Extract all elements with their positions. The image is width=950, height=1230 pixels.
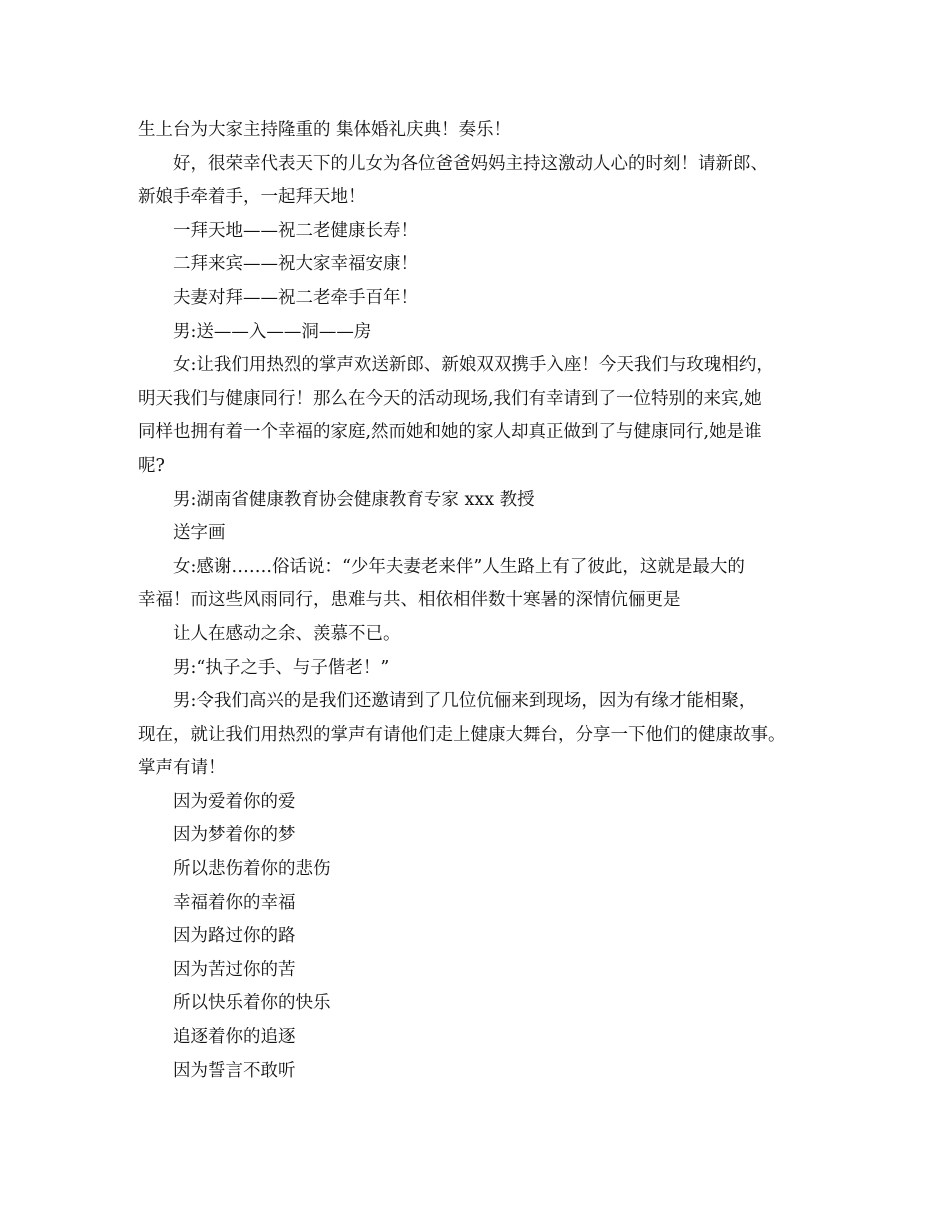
text-line: 女:感谢…….俗话说：“少年夫妻老来伴”人生路上有了彼此，这就是最大的 (173, 556, 745, 577)
text-line: 男:“执子之手、与子偕老！” (173, 657, 390, 678)
text-line: 现在，就让我们用热烈的掌声有请他们走上健康大舞台，分享一下他们的健康故事。 (138, 724, 786, 745)
text-line: 新娘手牵着手，一起拜天地！ (138, 187, 366, 208)
text-line: 男:送——入——洞——房 (173, 321, 372, 342)
text-line: 同样也拥有着一个幸福的家庭,然而她和她的家人却真正做到了与健康同行,她是谁 (138, 422, 762, 443)
text-line: 送字画 (173, 523, 226, 544)
text-line: 男:令我们高兴的是我们还邀请到了几位伉俪来到现场，因为有缘才能相聚， (173, 691, 757, 712)
text-line: 女:让我们用热烈的掌声欢送新郎、新娘双双携手入座！今天我们与玫瑰相约， (173, 355, 774, 376)
text-line: 掌声有请！ (138, 758, 226, 779)
text-line: 因为苦过你的苦 (173, 959, 296, 980)
document-body (138, 114, 818, 1088)
text-line: 二拜来宾——祝大家幸福安康！ (173, 254, 418, 275)
text-line: 幸福！而这些风雨同行，患难与共、相依相伴数十寒暑的深情伉俪更是 (138, 590, 681, 611)
text-line: 追逐着你的追逐 (173, 1027, 296, 1048)
text-line: 一拜天地——祝二老健康长寿！ (173, 220, 418, 241)
text-line: 因为爱着你的爱 (173, 791, 296, 812)
text-line: 所以悲伤着你的悲伤 (173, 859, 331, 880)
text-line: 幸福着你的幸福 (173, 892, 296, 913)
text-line: 明天我们与健康同行！那么在今天的活动现场,我们有幸请到了一位特别的来宾,她 (138, 388, 762, 409)
text-line: 生上台为大家主持隆重的 集体婚礼庆典！奏乐！ (138, 120, 512, 140)
text-line: 让人在感动之余、羡慕不已。 (173, 623, 401, 644)
text-line: 因为梦着你的梦 (173, 825, 296, 846)
text-line: 夫妻对拜——祝二老牵手百年！ (173, 287, 418, 308)
text-line: 好，很荣幸代表天下的儿女为各位爸爸妈妈主持这激动人心的时刻！请新郎、 (173, 153, 768, 174)
text-line: 因为誓言不敢听 (173, 1060, 296, 1081)
text-line: 所以快乐着你的快乐 (173, 993, 331, 1014)
text-line: 呢? (138, 455, 165, 476)
text-line: 因为路过你的路 (173, 926, 296, 947)
text-line: 男:湖南省健康教育协会健康教育专家 xxx 教授 (173, 489, 535, 510)
